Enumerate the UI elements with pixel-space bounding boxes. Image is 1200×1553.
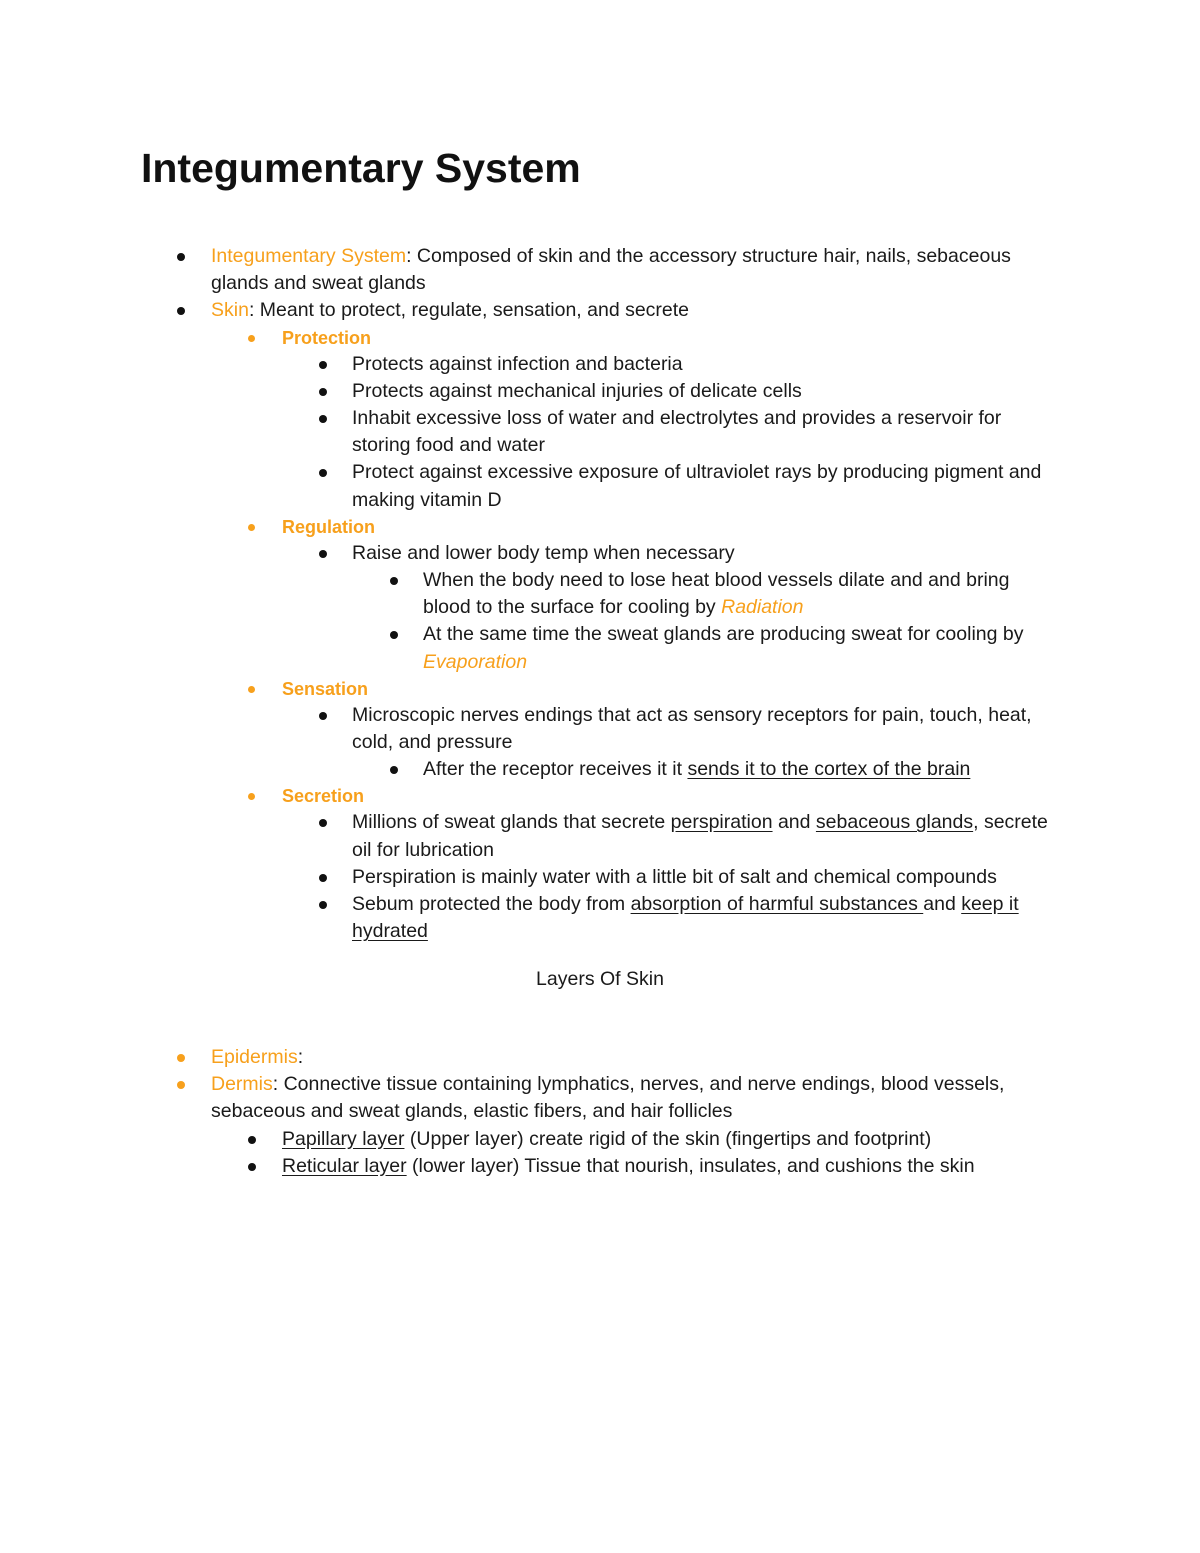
term-skin: Skin [211,299,249,322]
list-item: Microscopic nerves endings that act as sensory receptors for pain, touch, heat, cold, and pressure [0,702,1061,756]
underlined-perspiration: perspiration [670,811,773,834]
regulation-label: Regulation [282,516,375,537]
skin-layers-list [0,1044,1200,1180]
term-dermis: Dermis [211,1073,273,1096]
radiation-text: When the body need to lose heat blood vessels dilate and and bring blood to the surface for cooling by [423,569,1010,619]
list-item-sweat-glands [0,809,1061,863]
list-item-epidermis [0,1044,1061,1071]
list-item-radiation [0,567,1061,621]
list-item-evaporation [0,621,1061,675]
list-item: Inhabit excessive loss of water and electrolytes and provides a reservoir for storing food and water [0,405,1061,459]
list-item-dermis [0,1071,1061,1125]
list-item-sebum [0,891,1061,945]
skin-overview-list [0,243,1200,945]
term-radiation: Radiation [721,596,804,619]
list-item-integumentary-system [0,243,1061,297]
protection-label: Protection [282,327,372,348]
receptor-text: After the receptor receives it it [423,758,688,781]
definition-integumentary-system: : Composed of skin and the accessory structure hair, nails, sebaceous glands and sweat glands [211,245,1011,295]
list-item: Perspiration is mainly water with a little bit of salt and chemical compounds [0,864,1061,891]
definition-skin: : Meant to protect, regulate, sensation, and secrete [248,299,690,322]
term-integumentary-system: Integumentary System [211,245,407,267]
term-reticular-layer: Reticular layer [282,1154,407,1177]
heading-regulation [0,514,1061,540]
sensation-label: Sensation [282,678,369,699]
list-item-papillary-layer [0,1126,1061,1153]
definition-dermis: : Connective tissue containing lymphatics, nerves, and nerve endings, blood vessels, sebaceous and sweat glands, elastic fibers, and hair follicles [211,1073,1005,1123]
term-epidermis: Epidermis [211,1046,298,1068]
underlined-cortex: sends it to the cortex of the brain [687,758,971,781]
underlined-sebaceous-glands: sebaceous glands [815,811,974,834]
text-fragment: and [772,811,816,834]
list-item-skin [0,297,1061,324]
text-fragment: and [923,893,962,916]
underlined-keep-hydrated: keep it hydrated [352,893,1019,943]
list-item: Protects against infection and bacteria [0,351,1061,378]
heading-secretion [0,783,1061,809]
term-papillary-layer: Papillary layer [282,1127,405,1150]
text-fragment: Millions of sweat glands that secrete [352,811,671,834]
list-item: Raise and lower body temp when necessary [0,540,1061,567]
definition-epidermis: : [297,1046,304,1068]
heading-protection [0,325,1061,351]
list-item: Protects against mechanical injuries of delicate cells [0,378,1061,405]
secretion-label: Secretion [282,786,365,807]
list-item-receptor [0,756,1061,783]
page-title: Integumentary System [141,145,581,191]
section-heading-layers-of-skin [0,966,1200,993]
text-fragment: , secrete oil for lubrication [352,811,1048,861]
definition-reticular-layer: (lower layer) Tissue that nourish, insulates, and cushions the skin [406,1154,975,1177]
text-fragment: Sebum protected the body from [352,893,631,916]
list-item-reticular-layer [0,1153,1061,1180]
layers-heading-text: Layers Of Skin [536,968,664,990]
term-evaporation: Evaporation [423,650,528,673]
evaporation-text: At the same time the sweat glands are producing sweat for cooling by [423,623,1024,646]
heading-sensation [0,676,1061,702]
list-item: Protect against excessive exposure of ultraviolet rays by producing pigment and making vitamin D [0,459,1061,513]
definition-papillary-layer: (Upper layer) create rigid of the skin (fingertips and footprint) [404,1127,932,1150]
underlined-absorption: absorption of harmful substances [630,893,924,916]
